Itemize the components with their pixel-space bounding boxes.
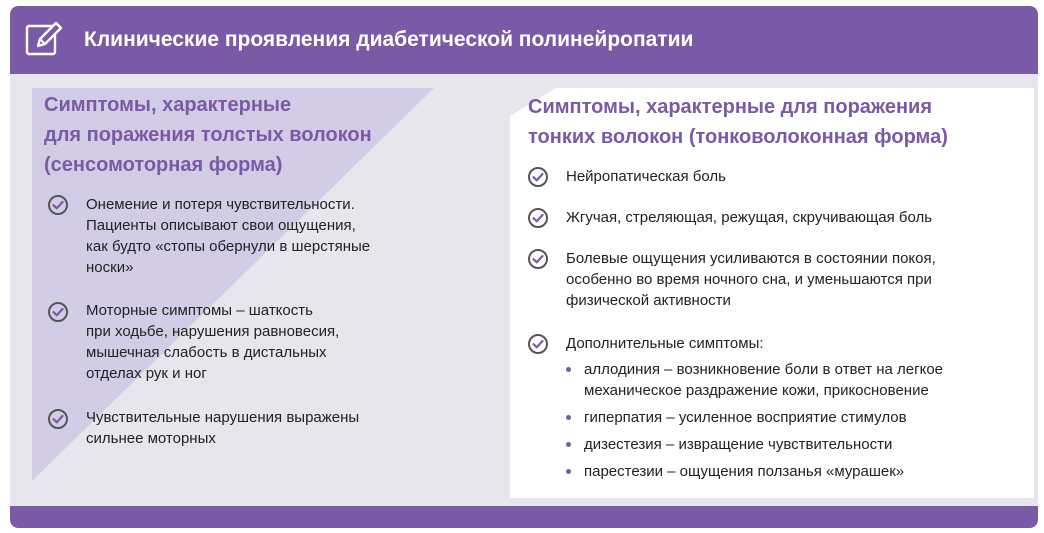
bullet-line: парестезии – ощущения ползанья «мурашек» <box>584 463 905 480</box>
pencil-icon <box>24 20 64 60</box>
symptom-item <box>86 300 339 384</box>
list-item <box>562 359 1032 401</box>
title-line: для поражения толстых волокон <box>44 124 372 146</box>
check-circle-icon <box>47 194 69 216</box>
item-line: Нейропатическая боль <box>566 168 726 185</box>
header-bar <box>10 6 1038 74</box>
item-line: физической активности <box>566 292 731 309</box>
right-column-title <box>528 92 948 152</box>
list-item <box>562 461 1032 482</box>
item-line: носки» <box>86 259 134 276</box>
list-item <box>562 434 1032 455</box>
symptom-item <box>86 407 359 449</box>
check-circle-icon <box>527 166 549 188</box>
item-line: Онемение и потеря чувствительности. <box>86 196 355 213</box>
infographic-card <box>10 6 1038 528</box>
symptom-item <box>566 333 764 354</box>
symptom-item <box>566 248 936 311</box>
title-line: (сенсомоторная форма) <box>44 154 283 176</box>
item-line: Пациенты описывают свои ощущения, <box>86 217 356 234</box>
item-line: Жгучая, стреляющая, режущая, скручивающая боль <box>566 209 933 226</box>
check-circle-icon <box>47 408 69 430</box>
title-line: тонких волокон (тонковолоконная форма) <box>528 126 948 148</box>
check-circle-icon <box>527 248 549 270</box>
bullet-line: механическое раздражение кожи, прикосновение <box>584 382 929 399</box>
bullet-line: аллодиния – возникновение боли в ответ на легкое <box>584 361 944 378</box>
list-item <box>562 407 1032 428</box>
check-circle-icon <box>47 301 69 323</box>
title-line: Симптомы, характерные <box>44 94 292 116</box>
page-title: Клинические проявления диабетической полинейропатии <box>84 28 694 51</box>
item-line: сильнее моторных <box>86 430 216 447</box>
left-column-title <box>44 90 372 180</box>
item-line: Моторные симптомы – шаткость <box>86 302 313 319</box>
footer-bar <box>10 506 1038 528</box>
item-line: Дополнительные симптомы: <box>566 335 764 352</box>
check-circle-icon <box>527 333 549 355</box>
item-line: при ходьбе, нарушения равновесия, <box>86 323 340 340</box>
item-line: отделах рук и ног <box>86 365 207 382</box>
check-circle-icon <box>527 207 549 229</box>
symptom-item <box>566 207 932 228</box>
additional-symptoms-list <box>562 359 1032 482</box>
item-line: как будто «стопы обернули в шерстяные <box>86 238 371 255</box>
item-line: мышечная слабость в дистальных <box>86 344 327 361</box>
item-line: Болевые ощущения усиливаются в состоянии покоя, <box>566 250 936 267</box>
title-line: Симптомы, характерные для поражения <box>528 96 933 118</box>
item-line: Чувствительные нарушения выражены <box>86 409 360 426</box>
item-line: особенно во время ночного сна, и уменьшаются при <box>566 271 932 288</box>
symptom-item <box>86 194 370 278</box>
symptom-item <box>566 166 726 187</box>
bullet-line: дизестезия – извращение чувствительности <box>584 436 893 453</box>
bullet-line: гиперпатия – усиленное восприятие стимулов <box>584 409 907 426</box>
